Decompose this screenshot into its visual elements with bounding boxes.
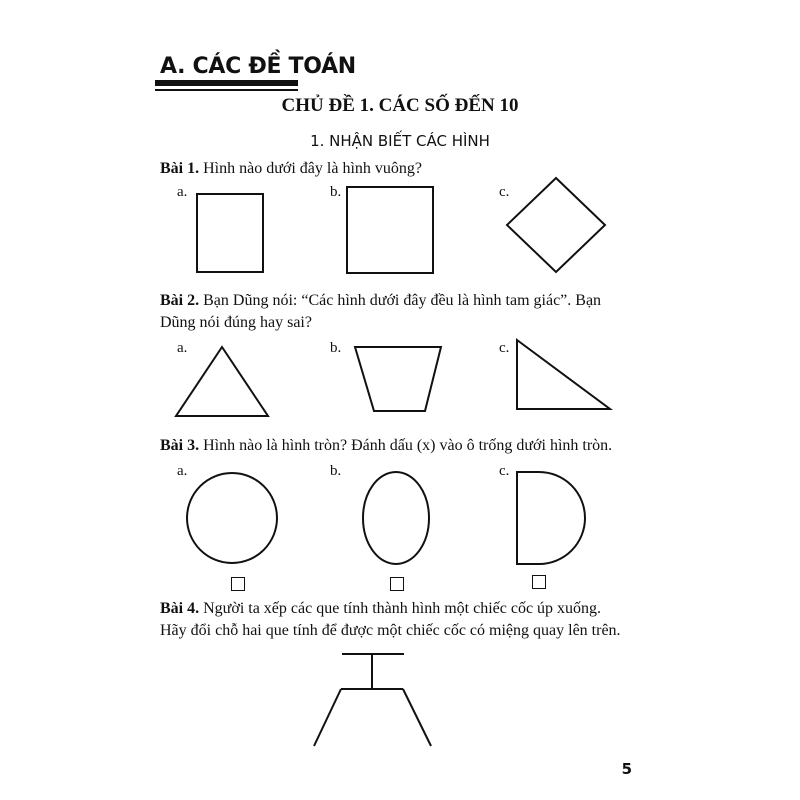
diamond-shape-c [507, 178, 605, 272]
triangle-shape-a [176, 347, 268, 416]
exercise-1-option-b: b. [330, 184, 342, 200]
exercise-2-label: Bài 2. [160, 292, 200, 309]
exercise-1-text: Hình nào dưới đây là hình vuông? [203, 160, 422, 177]
exercise-4-text-line1: Người ta xếp các que tính thành hình một chiếc cốc úp xuống. [203, 600, 602, 617]
exercise-3-option-a: a. [177, 463, 188, 479]
exercise-2-option-b: b. [330, 340, 342, 356]
ellipse-shape-b [363, 472, 429, 564]
exercise-1-option-a: a. [177, 184, 188, 200]
page-number: 5 [621, 760, 632, 778]
chapter-title: CHỦ ĐỀ 1. CÁC SỐ ĐẾN 10 [281, 95, 519, 116]
exercise-1-option-c: c. [499, 184, 510, 200]
section-title: A. CÁC ĐỀ TOÁN [160, 54, 356, 79]
exercise-2-text-line1: Bạn Dũng nói: “Các hình dưới đây đều là hình tam giác”. Bạn [203, 292, 602, 309]
circle-shape-a [187, 473, 277, 563]
d-shape-c [517, 472, 585, 564]
matchstick-cup-figure [314, 654, 431, 746]
lesson-title: 1. NHẬN BIẾT CÁC HÌNH [310, 132, 490, 150]
exercise-3-option-c: c. [499, 463, 510, 479]
exercise-3-option-b: b. [330, 463, 342, 479]
exercise-2-option-a: a. [177, 340, 188, 356]
exercise-2-text-line2: Dũng nói đúng hay sai? [160, 314, 312, 331]
matchstick-left-side [314, 689, 341, 746]
exercise-4-label: Bài 4. [160, 600, 200, 617]
exercise-4-text-line2: Hãy đổi chỗ hai que tính để được một chiếc cốc có miệng quay lên trên. [160, 622, 621, 639]
exercise-3-label: Bài 3. [160, 437, 200, 454]
exercise-1-label: Bài 1. [160, 160, 200, 177]
exercise-2-option-c: c. [499, 340, 510, 356]
trapezoid-shape-b [355, 347, 441, 411]
exercise-3-text: Hình nào là hình tròn? Đánh dấu (x) vào ô trống dưới hình tròn. [203, 437, 613, 454]
square-shape-b [347, 187, 433, 273]
matchstick-right-side [403, 689, 431, 746]
right-triangle-shape-c [517, 340, 610, 409]
rectangle-shape-a [197, 194, 263, 272]
